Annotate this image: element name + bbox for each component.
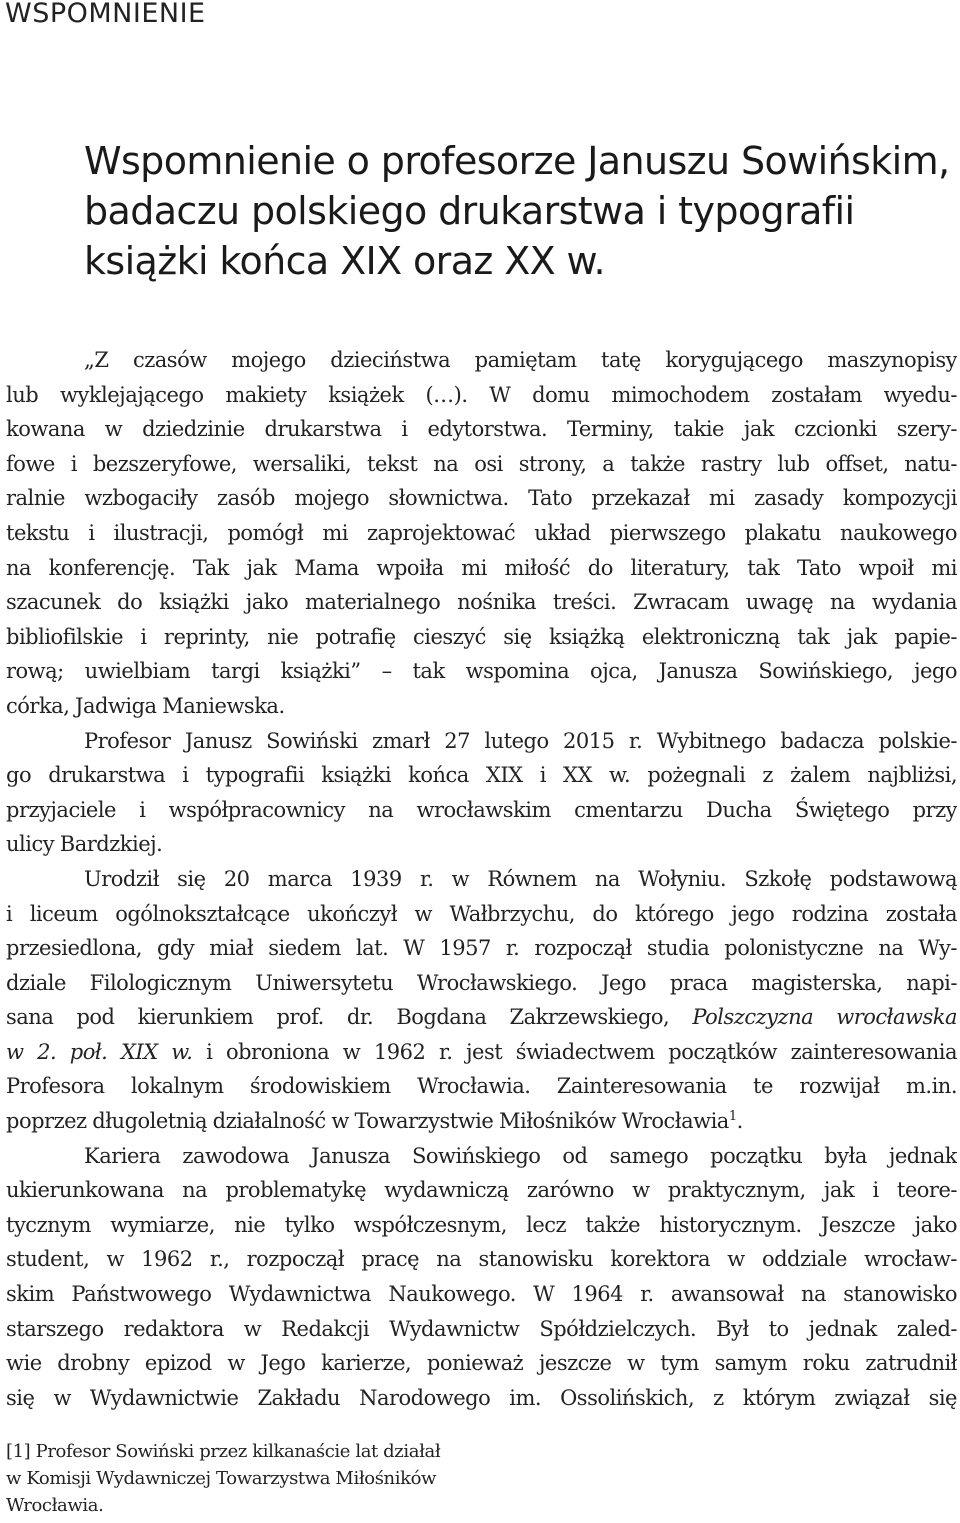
article-title <box>84 136 950 286</box>
body-text: poprzez długoletnią działalność w Towarzystwie Miłośników Wrocławia <box>6 1109 729 1134</box>
body-line-with-italic <box>6 1000 957 1035</box>
footnote <box>6 1438 526 1519</box>
body-line: Profesor Janusz Sowiński zmarł 27 lutego 2015 r. Wybitnego badacza polskie- <box>84 728 957 753</box>
footnote-line: w Komisji Wydawniczej Towarzystwa Miłośników <box>6 1468 437 1489</box>
body-line: kowana w dziedzinie drukarstwa i edytorstwa. Terminy, takie jak czcionki szery- <box>6 417 957 442</box>
body-line: Kariera zawodowa Janusza Sowińskiego od samego początku była jednak <box>84 1143 957 1168</box>
body-line: go drukarstwa i typografii książki końca XIX i XX w. pożegnali z żalem najbliżsi, <box>6 763 957 788</box>
body-line: szacunek do książki jako materialnego nośnika treści. Zwracam uwagę na wydania <box>6 590 957 615</box>
body-line: dziale Filologicznym Uniwersytetu Wrocławskiego. Jego praca magisterska, napi- <box>6 970 957 995</box>
body-text: sana pod kierunkiem prof. dr. Bogdana Zakrzewskiego, <box>6 1005 693 1030</box>
body-line: skim Państwowego Wydawnictwa Naukowego. W 1964 r. awansował na stanowisko <box>6 1282 957 1307</box>
body-line: się w Wydawnictwie Zakładu Narodowego im. Ossolińskich, z którym związał się <box>6 1385 957 1410</box>
body-line: Urodził się 20 marca 1939 r. w Równem na Wołyniu. Szkołę podstawową <box>84 866 957 891</box>
body-line: lub wyklejającego makiety książek (…). W domu mimochodem zostałam wyedu- <box>6 382 957 407</box>
title-line: badaczu polskiego drukarstwa i typografii <box>84 189 855 233</box>
thesis-title-italic: Polszczyzna wrocławska <box>692 1005 957 1030</box>
thesis-title-italic: w 2. poł. XIX w. <box>6 1039 193 1064</box>
body-line: fowe i bezszeryfowe, wersaliki, tekst na osi strony, a także rastry lub offset, natu- <box>6 451 957 476</box>
body-line: przesiedlona, gdy miał siedem lat. W 1957 r. rozpoczął studia polonistyczne na Wy- <box>6 936 957 961</box>
body-line: Profesora lokalnym środowiskiem Wrocławia. Zainteresowania te rozwijał m.in. <box>6 1074 957 1099</box>
body-line: na konferencję. Tak jak Mama wpoiła mi miłość do literatury, tak Tato wpoił mi <box>6 555 957 580</box>
body-line: wie drobny epizod w Jego karierze, ponieważ jeszcze w tym samym roku zatrudnił <box>6 1351 957 1376</box>
footnote-line: Wrocławia. <box>6 1495 104 1516</box>
body-line: przyjaciele i współpracownicy na wrocławskim cmentarzu Ducha Świętego przy <box>6 797 957 822</box>
body-line: córka, Jadwiga Maniewska. <box>6 693 285 718</box>
title-line: książki końca XIX oraz XX w. <box>84 239 606 283</box>
body-line: ukierunkowana na problematykę wydawniczą zarówno w praktycznym, jak i teore- <box>6 1178 957 1203</box>
body-line: tycznym wymiarze, nie tylko współczesnym, lecz także historycznym. Jeszcze jako <box>6 1212 957 1237</box>
body-line: bibliofilskie i reprinty, nie potrafię cieszyć się książką elektroniczną tak jak papie- <box>6 624 957 649</box>
body-line: ulicy Bardzkiej. <box>6 832 163 857</box>
body-line: „Z czasów mojego dzieciństwa pamiętam tatę korygującego maszynopisy <box>84 348 957 372</box>
title-line: Wspomnienie o profesorze Januszu Sowińskim, <box>84 139 950 183</box>
article-body <box>6 343 957 1415</box>
body-line: rową; uwielbiam targi książki” – tak wspomina ojca, Janusza Sowińskiego, jego <box>6 659 957 684</box>
section-label: WSPOMNIENIE <box>5 0 206 29</box>
body-line: student, w 1962 r., rozpoczął pracę na stanowisku korektora w oddziale wrocław- <box>6 1247 957 1272</box>
body-line: ralnie wzbogaciły zasób mojego słownictwa. Tato przekazał mi zasady kompozycji <box>6 486 957 511</box>
footnote-reference[interactable]: 1 <box>728 1109 737 1125</box>
body-text: i obroniona w 1962 r. jest świadectwem początków zainteresowania <box>206 1039 957 1064</box>
footnote-line: [1] Profesor Sowiński przez kilkanaście lat działał <box>6 1441 441 1462</box>
body-line-with-footnote: poprzez długoletnią działalność w Towarzystwie Miłośników Wrocławia$^1$. <box>6 1109 743 1134</box>
body-line: starszego redaktora w Redakcji Wydawnictw Spółdzielczych. Był to jednak zaled- <box>6 1316 957 1341</box>
body-line: tekstu i ilustracji, pomógł mi zaprojektować układ pierwszego plakatu naukowego <box>6 520 957 545</box>
body-line: i liceum ogólnokształcące ukończył w Wałbrzychu, do którego jego rodzina została <box>6 901 957 926</box>
body-line-with-italic <box>6 1035 957 1070</box>
